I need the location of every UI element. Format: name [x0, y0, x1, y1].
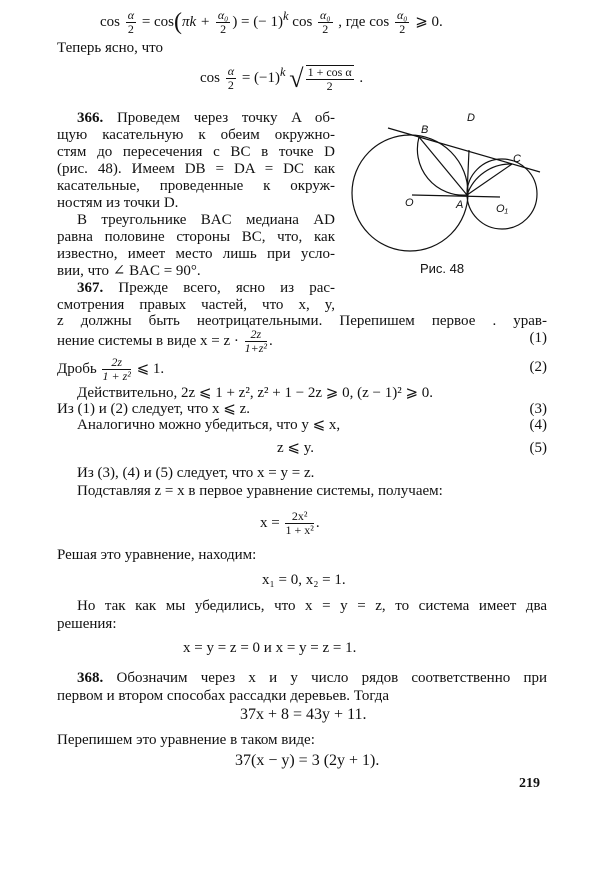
label-d: D	[467, 112, 475, 124]
arc-bac	[417, 137, 512, 195]
figure-caption: Рис. 48	[420, 261, 465, 276]
text-fragment	[405, 112, 521, 215]
text: 1+z²	[244, 341, 267, 355]
text: 2	[220, 22, 227, 37]
text: равна половине стороны BC, что, как	[57, 229, 335, 245]
label-b: B	[421, 124, 429, 136]
text-fragment	[245, 328, 267, 355]
text: Прежде всего, ясно из рас-	[118, 280, 336, 296]
text: , где cos	[338, 14, 390, 30]
text: (рис. 48). Имеем DB = DA = DC как	[57, 161, 335, 177]
text: k	[282, 9, 289, 23]
fraction-inequality	[57, 356, 164, 383]
text: щую касательную к обеим окружно-	[57, 127, 335, 143]
text-fragment	[102, 356, 130, 370]
text: 2	[399, 22, 406, 37]
text: 2z	[111, 355, 122, 369]
label-a: A	[456, 199, 464, 211]
text: ностям из точки D.	[57, 195, 179, 211]
text: .	[359, 70, 364, 86]
text: = (−1)	[241, 70, 280, 86]
text: Перепишем это уравнение в таком виде:	[57, 732, 315, 748]
text: Но так как мы убедились, что x = y = z, то система имеет два	[77, 598, 547, 614]
text: Обозначим через x и y число рядов соответственно при	[116, 670, 548, 686]
text: α₀	[396, 8, 408, 23]
text: Аналогично можно убедиться, что y ⩽ x,	[77, 417, 341, 433]
text: решения:	[57, 616, 117, 632]
text: (5)	[529, 440, 547, 456]
text: 2	[227, 78, 234, 93]
text: смотрения правых частей, что x, y,	[57, 297, 335, 313]
text: 1 + x²	[285, 523, 314, 537]
text: z должны быть неотрицательными. Перепишем первое . урав-	[57, 313, 547, 329]
tangent-bc	[388, 128, 540, 172]
text-fragment	[352, 128, 540, 251]
text: (4)	[529, 417, 547, 433]
text-fragment	[77, 670, 547, 687]
text: 366.	[77, 110, 104, 126]
text-fragment	[285, 510, 313, 537]
text: z ⩽ y.	[277, 440, 315, 456]
label-c: C	[513, 153, 521, 165]
text: α₀	[217, 8, 229, 23]
text: 2	[322, 22, 329, 37]
text: α₀	[320, 8, 331, 23]
text: cos	[292, 14, 313, 30]
text: ⩽ 1.	[136, 360, 165, 377]
line-oo1	[412, 195, 500, 197]
text: Действительно, 2z ⩽ 1 + z², z² + 1 − 2z ⩾ 0, (z − 1)² ⩾ 0.	[77, 385, 434, 401]
text: cos	[200, 70, 220, 86]
text: 37(x − y) = 3 (2y + 1).	[235, 752, 380, 769]
text: В треугольнике BAC медиана AD	[77, 212, 335, 228]
equation-x	[260, 510, 320, 537]
page-number: 219	[519, 776, 540, 791]
text: 37x + 8 = 43y + 11.	[240, 706, 367, 723]
text: известно, имеет место лишь при усло-	[57, 246, 335, 262]
text: (2)	[529, 359, 547, 375]
text-fragment	[57, 328, 273, 355]
circle-o1	[467, 159, 537, 229]
text: 1 + cos α	[307, 64, 352, 79]
text: ⩾ 0.	[415, 14, 443, 30]
text: πk +	[182, 14, 211, 30]
text-fragment: (	[174, 9, 183, 36]
text-fragment	[77, 280, 335, 297]
text: Проведем через точку A об-	[116, 110, 335, 126]
text: Решая это уравнение, находим:	[57, 547, 257, 563]
text: нение системы в виде x = z ·	[57, 332, 239, 349]
text: (1)	[529, 330, 547, 346]
text: стям до пересечения с BC в точке D	[57, 144, 335, 160]
text: 2x²	[285, 510, 313, 524]
label-o1: O₁	[496, 203, 509, 215]
text: cos	[100, 14, 120, 30]
text: x₁ = 0, x₂ = 1.	[262, 572, 346, 588]
text: 2z	[250, 327, 262, 341]
text: .	[269, 332, 273, 349]
text: Дробь	[57, 360, 97, 377]
text: 1 + z²	[102, 369, 131, 383]
text-fragment: √	[289, 64, 304, 94]
text-fragment	[245, 328, 267, 342]
text-line: Теперь ясно, что	[57, 40, 164, 56]
figure-48	[0, 0, 600, 300]
text: x = y = z = 0 и x = y = z = 1.	[183, 640, 357, 656]
text: ) = (− 1)	[232, 14, 283, 30]
text: 367.	[77, 280, 104, 296]
text: вии, что ∠ BAC = 90°.	[57, 263, 201, 279]
text: Из (3), (4) и (5) следует, что x = y = z.	[77, 465, 315, 481]
text: (3)	[529, 401, 547, 417]
label-o: O	[405, 197, 414, 209]
text: Из (1) и (2) следует, что x ⩽ z.	[57, 401, 251, 417]
text: α	[127, 8, 135, 23]
text: Подставляя z = x в первое уравнение системы, получаем:	[77, 483, 443, 499]
text: x =	[260, 514, 280, 531]
text: 2	[127, 22, 134, 37]
text: 368.	[77, 670, 104, 686]
text-fragment	[102, 356, 130, 383]
text: касательные, проведенные к окруж-	[57, 178, 335, 194]
text: 2	[326, 78, 333, 93]
text: α	[227, 64, 235, 79]
text: .	[315, 514, 320, 531]
text: первом и втором способах рассадки деревьев. Тогда	[57, 688, 390, 704]
text: = cos	[141, 14, 175, 30]
text: k	[279, 65, 286, 79]
